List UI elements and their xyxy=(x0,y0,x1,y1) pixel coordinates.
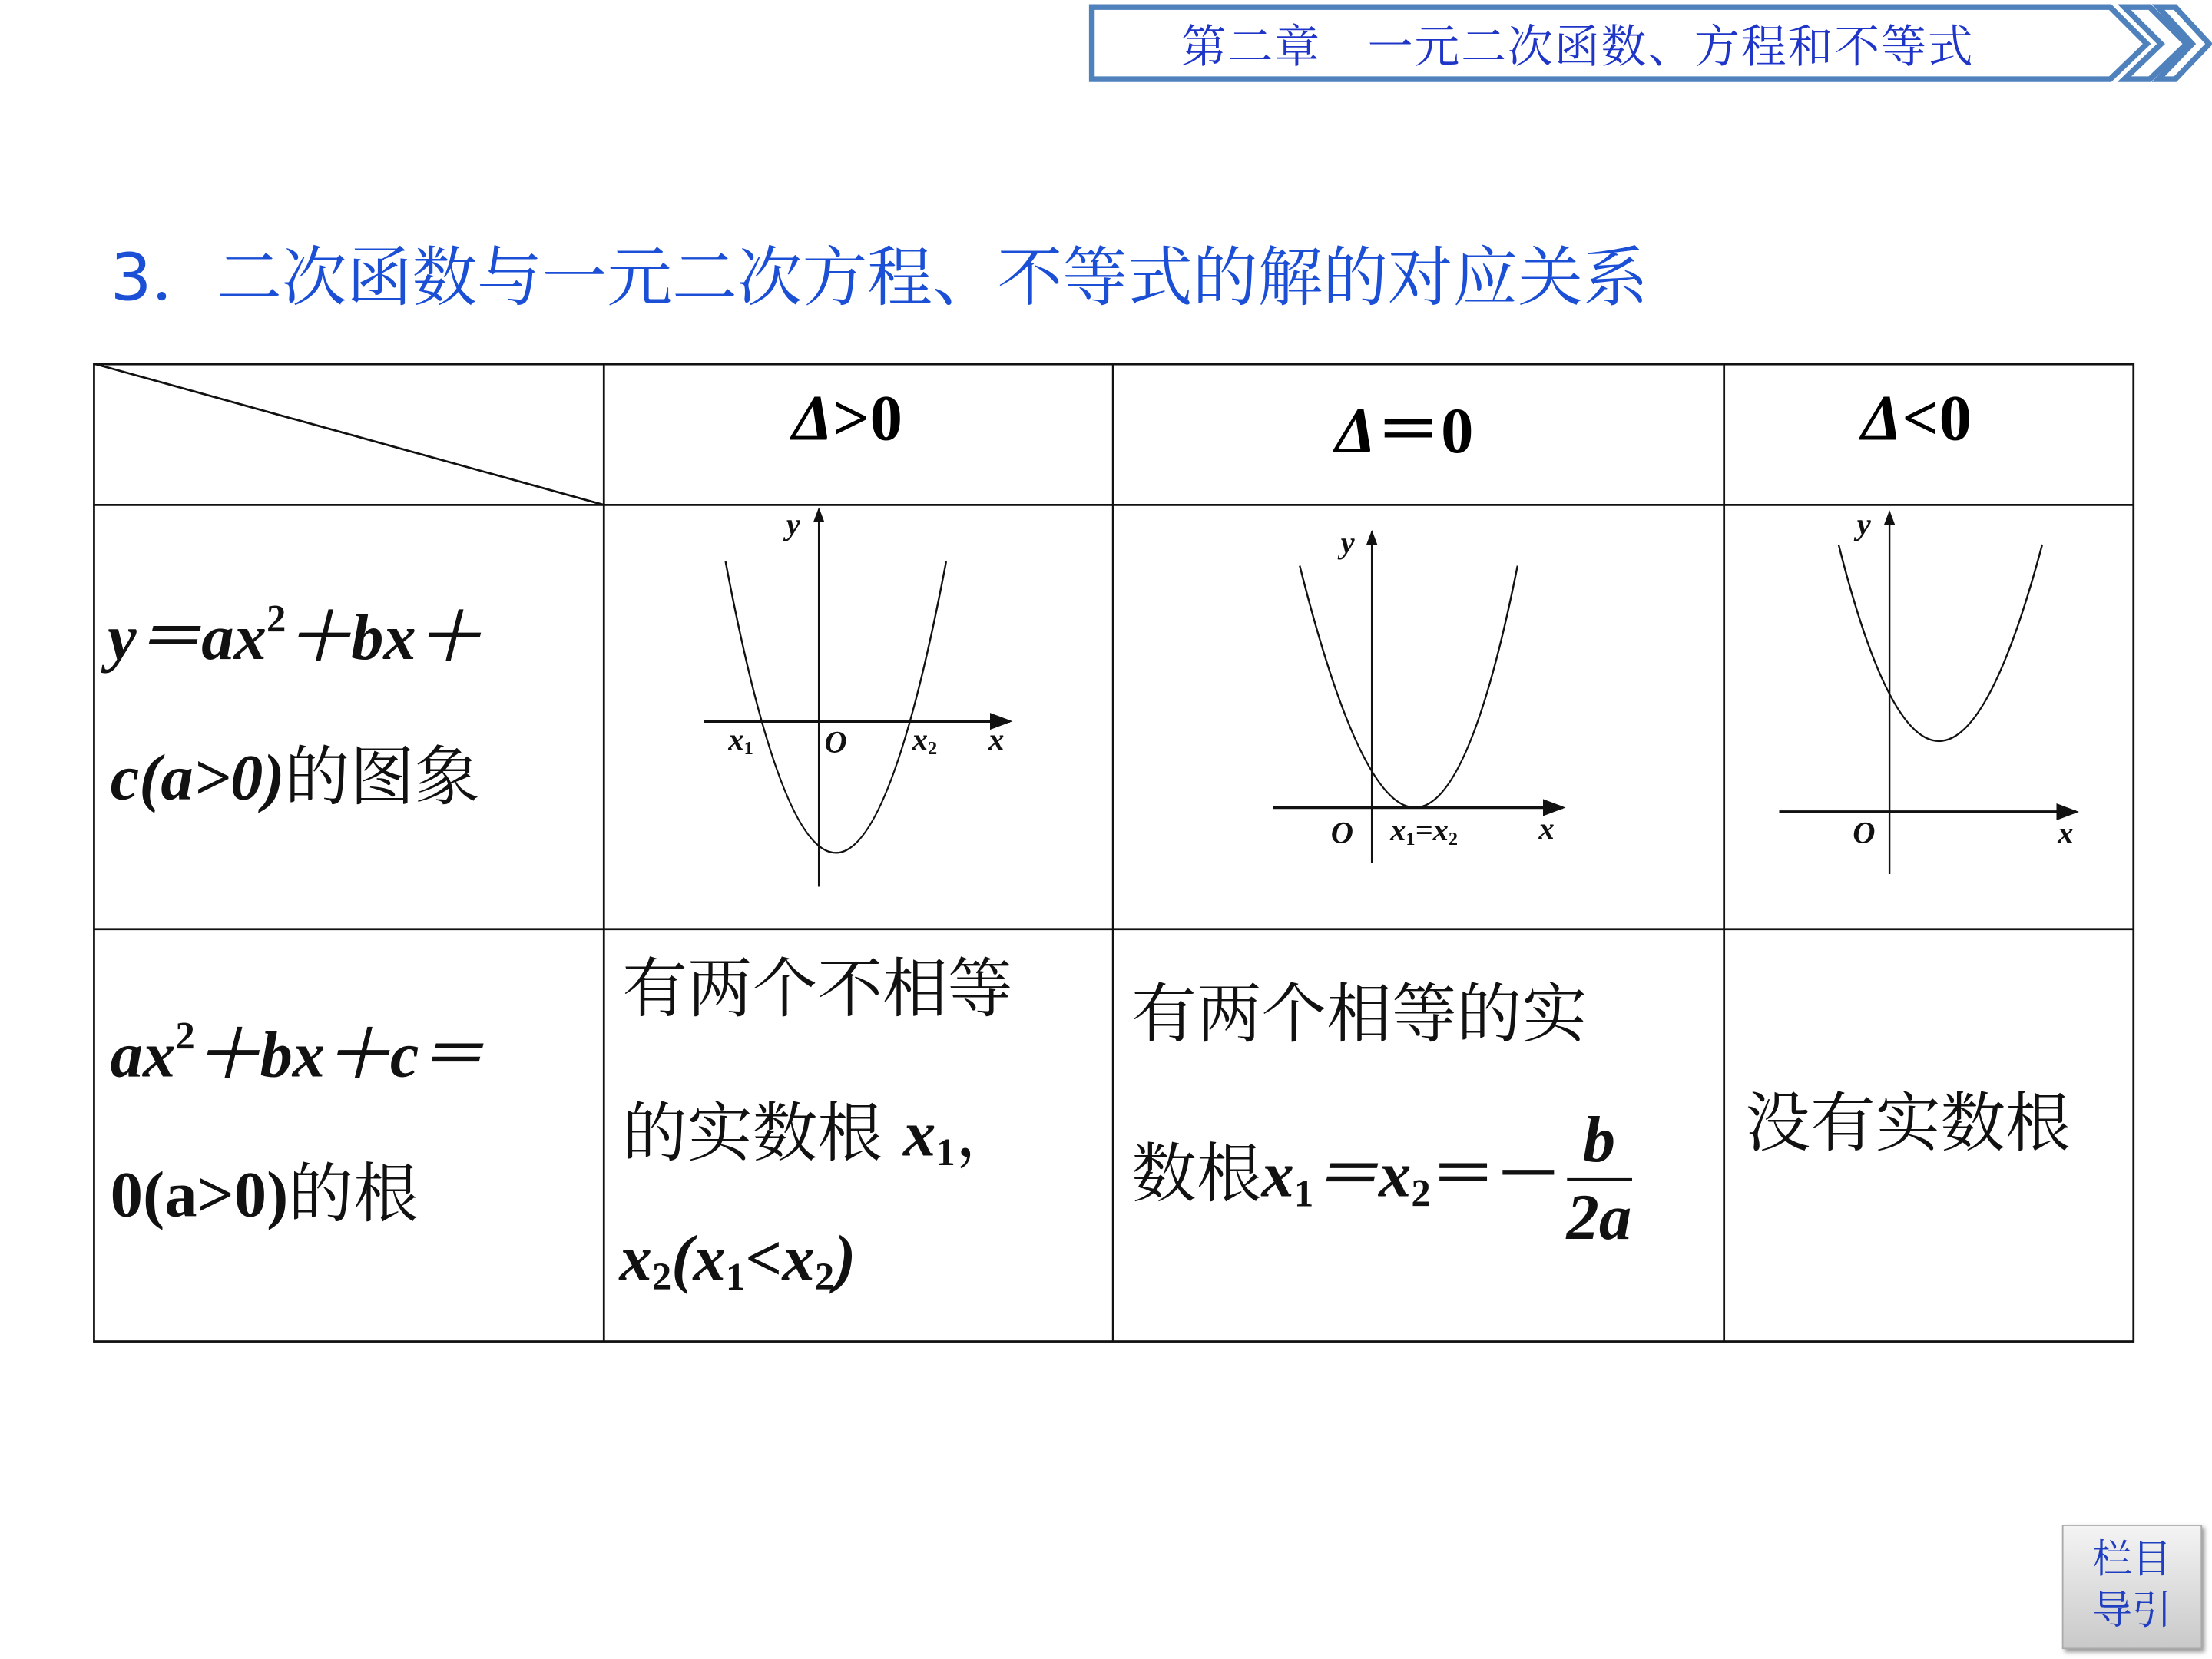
nav-button-label: 栏目 xyxy=(2092,1535,2172,1583)
x1-equals-x2-label: $x_1=x_2$ xyxy=(1390,811,1458,849)
graph-delta-negative xyxy=(1779,512,2076,874)
graph-delta-positive xyxy=(704,509,1010,887)
two-distinct-roots-line2: 的实数根 $x_1$， xyxy=(622,1094,1021,1174)
equal-roots-line1: 有两个相等的实 xyxy=(1131,975,1588,1053)
x1-label: $x_1$ xyxy=(728,721,753,759)
x2-label: $x_2$ xyxy=(912,721,938,759)
two-distinct-roots-line3: $x_2(x_1<x_2)$ xyxy=(619,1221,856,1299)
origin-label: O xyxy=(1330,814,1354,850)
diagonal-header-line xyxy=(94,363,604,505)
nav-button-label: 导引 xyxy=(2092,1587,2172,1634)
parabola xyxy=(726,561,946,853)
two-distinct-roots-line1: 有两个不相等 xyxy=(622,950,1013,1027)
y-label: y xyxy=(1340,525,1355,561)
origin-label: O xyxy=(1853,814,1876,850)
x-label: x xyxy=(2058,814,2074,850)
section-nav-button[interactable] xyxy=(2062,1525,2202,1649)
equal-roots-line2: 数根$x_1=x_2=-$ $\frac{b}{2a}$ xyxy=(1131,1103,1631,1255)
x-label: x xyxy=(988,721,1005,757)
header-delta-zero: Δ＝0 xyxy=(1335,394,1474,467)
fraction-b-over-2a: $\frac{b}{2a}$ xyxy=(1566,1103,1632,1253)
roots-row-label-line2: 0(a>0)的根 xyxy=(110,1155,419,1232)
no-real-roots: 没有实数根 xyxy=(1745,1084,2071,1161)
y-label: y xyxy=(1856,506,1871,542)
y-label: y xyxy=(786,506,800,542)
header-delta-positive: Δ>0 xyxy=(792,382,902,455)
section-title: 3．二次函数与一元二次方程、不等式的解的对应关系 xyxy=(110,239,1648,316)
parabola xyxy=(1839,545,2042,741)
header-delta-negative: Δ<0 xyxy=(1861,382,1972,455)
origin-label: O xyxy=(824,724,847,760)
roots-row-label-line1: $ax^2+bx+c=$ xyxy=(110,1013,485,1091)
graph-row-label-line2: c(a>0)的图象 xyxy=(110,738,480,815)
x-label: x xyxy=(1538,810,1555,846)
graph-row-label-line1: $y=ax^2+bx+$ xyxy=(107,596,482,674)
chapter-title: 第二章 一元二次函数、方程和不等式 xyxy=(1181,19,1975,74)
parabola xyxy=(1300,566,1518,808)
